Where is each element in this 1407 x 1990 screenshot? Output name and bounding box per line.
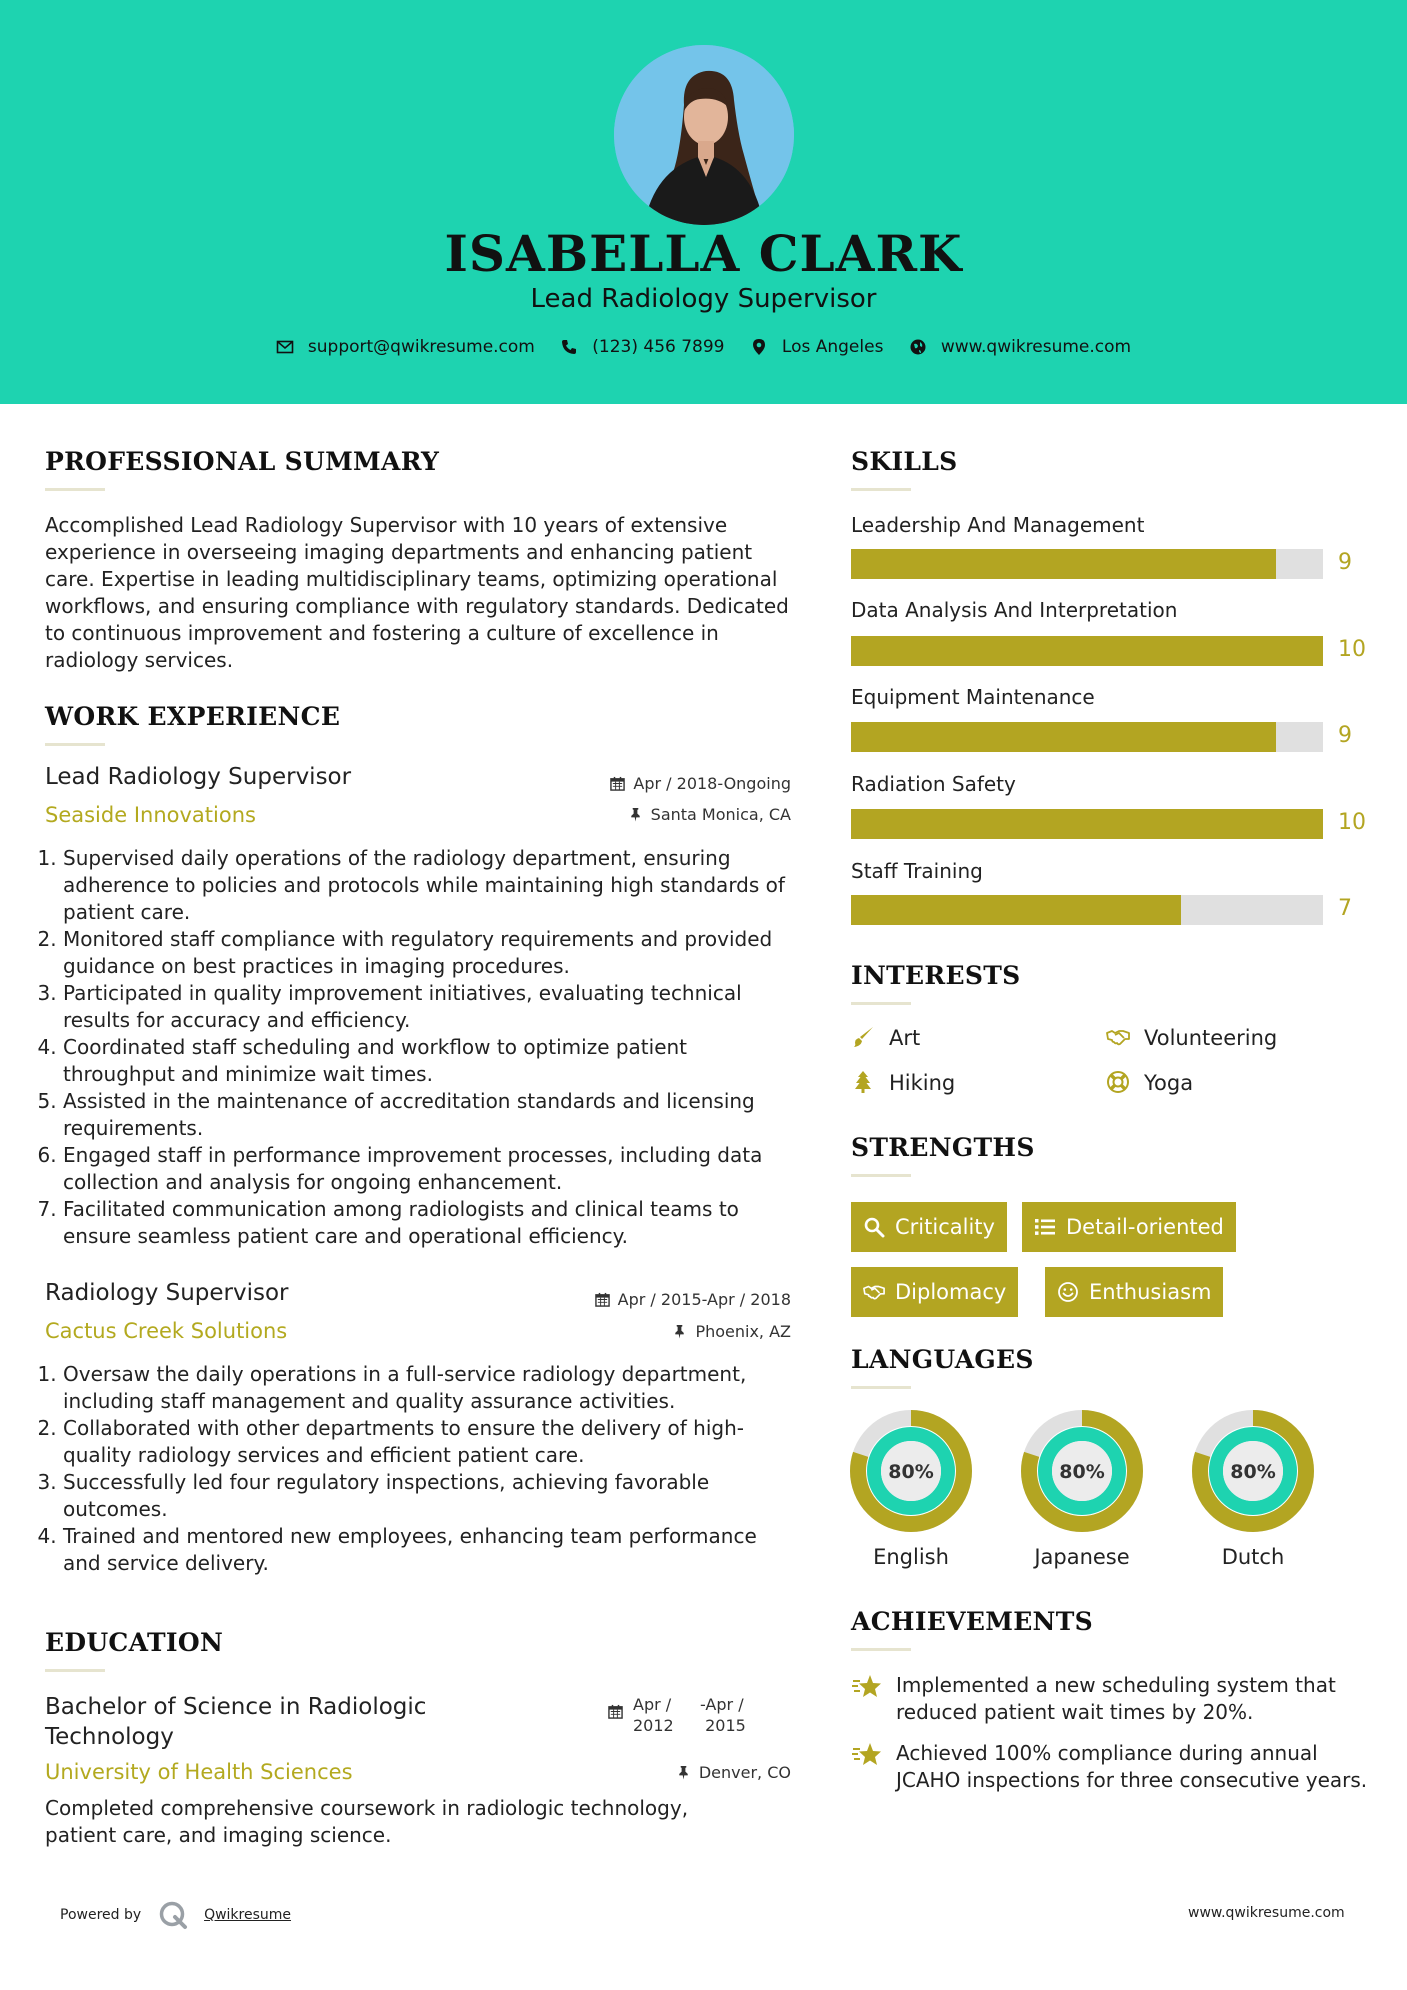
skill-bar <box>851 549 1323 579</box>
languages-heading-underline <box>851 1386 911 1389</box>
strength-chip-detail-oriented <box>1022 1202 1236 1252</box>
summary-text: Accomplished Lead Radiology Supervisor with 10 years of extensive experience in overseeing imaging departments and enhancing patient care. Expertise in leading multidisciplinary teams, optimizing operational workflows, and ensuring compliance with regulatory standards. Dedicated to continuous improvement and fostering a culture of excellence in radiology services. <box>45 513 789 672</box>
location-text: Los Angeles <box>781 337 884 357</box>
education-end-date: -Apr / 2015 <box>700 1695 746 1735</box>
interest-label: Yoga <box>1144 1071 1194 1095</box>
skill-value: 9 <box>1338 723 1352 748</box>
language-name: English <box>873 1545 949 1569</box>
interests-heading-underline <box>851 1002 911 1005</box>
education-degree: Bachelor of Science in Radiologic Technology <box>45 1694 427 1750</box>
profile-photo <box>614 45 794 225</box>
interest-item-yoga <box>1106 1070 1193 1095</box>
globe-icon <box>909 338 927 356</box>
strengths-heading: STRENGTHS <box>851 1133 1035 1162</box>
education-school: University of Health Sciences <box>45 1760 353 1784</box>
achievements-heading-underline <box>851 1648 911 1651</box>
education-start-year: 2012 <box>633 1716 674 1735</box>
skill-bar <box>851 895 1323 925</box>
language-donut-chart <box>1192 1410 1314 1532</box>
language-donut <box>850 1410 972 1532</box>
calendar-icon <box>595 1292 610 1307</box>
skills-heading-underline <box>851 488 911 491</box>
education-location-text: Denver, CO <box>698 1763 791 1782</box>
achievements-heading: ACHIEVEMENTS <box>851 1607 1093 1636</box>
job-location <box>628 805 791 824</box>
list-item: 3. Successfully led four regulatory inspections, achieving favorable outcomes. <box>63 1469 797 1523</box>
job-title: Lead Radiology Supervisor <box>45 764 352 790</box>
skill-value: 9 <box>1338 550 1352 575</box>
skill-bar-fill <box>851 549 1276 579</box>
language-name: Dutch <box>1221 1545 1285 1569</box>
job-dates-text: Apr / 2015-Apr / 2018 <box>617 1290 791 1309</box>
envelope-icon <box>276 338 294 356</box>
skill-label: Data Analysis And Interpretation <box>851 598 1178 622</box>
job-location <box>672 1322 791 1341</box>
skill-label: Staff Training <box>851 859 983 883</box>
pushpin-icon <box>628 807 643 822</box>
interest-label: Volunteering <box>1144 1026 1278 1050</box>
achievement-item <box>851 1740 1371 1794</box>
list-item: 1. Oversaw the daily operations in a full-service radiology department, including staff management and quality assurance activities. <box>63 1361 797 1415</box>
skill-value: 10 <box>1338 637 1366 662</box>
contact-phone[interactable] <box>560 337 724 357</box>
star-award-icon <box>851 1740 883 1772</box>
powered-by-text: Powered by <box>60 1907 142 1923</box>
language-name: Japanese <box>1034 1545 1130 1569</box>
skill-label: Radiation Safety <box>851 772 1016 796</box>
list-item: 6. Engaged staff in performance improvement processes, including data collection and analysis for ongoing enhancement. <box>63 1142 797 1196</box>
education-description: Completed comprehensive coursework in radiologic technology, patient care, and imaging science. <box>45 1796 689 1847</box>
interest-item-hiking <box>851 1070 955 1095</box>
education-heading-underline <box>45 1669 105 1672</box>
strength-label: Enthusiasm <box>1089 1280 1212 1304</box>
achievement-text: Implemented a new scheduling system that reduced patient wait times by 20%. <box>896 1673 1336 1724</box>
handshake-icon <box>863 1281 885 1303</box>
strength-chip-diplomacy <box>851 1267 1018 1317</box>
job-title: Radiology Supervisor <box>45 1280 289 1306</box>
education-end-month: Apr / <box>705 1695 744 1714</box>
map-marker-icon <box>750 338 768 356</box>
resume-header <box>0 0 1407 404</box>
phone-text: (123) 456 7899 <box>592 337 725 357</box>
list-item: 1. Supervised daily operations of the radiology department, ensuring adherence to policies and protocols while maintaining high standards of patient care. <box>63 845 797 926</box>
search-icon <box>863 1216 885 1238</box>
skill-label: Leadership And Management <box>851 513 1145 537</box>
list-item: 5. Assisted in the maintenance of accreditation standards and licensing requirements. <box>63 1088 797 1142</box>
summary-heading: PROFESSIONAL SUMMARY <box>45 447 440 476</box>
handshake-icon <box>1106 1025 1130 1049</box>
work-heading-underline <box>45 743 105 746</box>
person-silhouette-icon <box>614 45 794 225</box>
education-start-month: Apr / <box>633 1695 672 1714</box>
tree-icon <box>851 1070 875 1094</box>
footer-powered-by <box>60 1900 291 1930</box>
language-donut-chart <box>850 1410 972 1532</box>
phone-icon <box>560 338 578 356</box>
education-start-date <box>633 1694 674 1736</box>
job-dates-text: Apr / 2018-Ongoing <box>633 774 791 793</box>
interest-label: Art <box>889 1026 921 1050</box>
contact-email[interactable] <box>276 337 535 357</box>
skill-bar <box>851 722 1323 752</box>
pushpin-icon <box>672 1324 687 1339</box>
footer-website[interactable]: www.qwikresume.com <box>1188 1905 1345 1921</box>
job-location-text: Santa Monica, CA <box>650 805 791 824</box>
skill-bar <box>851 809 1323 839</box>
skills-heading: SKILLS <box>851 447 958 476</box>
strength-label: Criticality <box>895 1215 995 1239</box>
work-heading: WORK EXPERIENCE <box>45 702 341 731</box>
calendar-icon <box>608 1704 623 1719</box>
achievement-text: Achieved 100% compliance during annual JCAHO inspections for three consecutive years. <box>896 1741 1368 1792</box>
strength-chip-criticality <box>851 1202 1007 1252</box>
job-company: Cactus Creek Solutions <box>45 1319 288 1343</box>
interests-heading: INTERESTS <box>851 961 1021 990</box>
website-text: www.qwikresume.com <box>940 337 1132 357</box>
list-item: 2. Collaborated with other departments to ensure the delivery of high-quality radiology services and efficient patient care. <box>63 1415 797 1469</box>
job-bullets <box>45 845 797 1250</box>
job-dates <box>610 774 791 793</box>
job-dates <box>595 1290 791 1309</box>
list-item: 4. Trained and mentored new employees, enhancing team performance and service delivery. <box>63 1523 797 1577</box>
star-award-icon <box>851 1672 883 1704</box>
interest-item-art <box>851 1025 920 1050</box>
contact-website[interactable] <box>909 337 1131 357</box>
summary-heading-underline <box>45 488 105 491</box>
skill-bar-fill <box>851 636 1323 666</box>
skill-label: Equipment Maintenance <box>851 685 1095 709</box>
donut-percent-label: 80% <box>1230 1461 1276 1483</box>
strength-chip-enthusiasm <box>1045 1267 1223 1317</box>
strength-label: Diplomacy <box>895 1280 1007 1304</box>
job-bullets <box>45 1361 797 1577</box>
skill-bar-fill <box>851 722 1276 752</box>
donut-percent-label: 80% <box>888 1461 934 1483</box>
email-text: support@qwikresume.com <box>307 337 535 357</box>
pushpin-icon <box>676 1765 691 1780</box>
lifering-icon <box>1106 1070 1130 1094</box>
languages-heading: LANGUAGES <box>851 1345 1034 1374</box>
interest-item-volunteering <box>1106 1025 1277 1050</box>
qwikresume-link[interactable]: Qwikresume <box>204 1907 292 1923</box>
contact-bar <box>0 337 1407 357</box>
list-item: 3. Participated in quality improvement initiatives, evaluating technical results for accuracy and efficiency. <box>63 980 797 1034</box>
list-item: 4. Coordinated staff scheduling and workflow to optimize patient throughput and minimize wait times. <box>63 1034 797 1088</box>
list-item: 2. Monitored staff compliance with regulatory requirements and provided guidance on best practices in imaging procedures. <box>63 926 797 980</box>
achievement-item <box>851 1672 1371 1726</box>
skill-value: 10 <box>1338 810 1366 835</box>
education-heading: EDUCATION <box>45 1628 224 1657</box>
paintbrush-icon <box>851 1025 875 1049</box>
skill-value: 7 <box>1338 896 1352 921</box>
skill-bar <box>851 636 1323 666</box>
language-donut <box>1021 1410 1143 1532</box>
strength-label: Detail-oriented <box>1066 1215 1224 1239</box>
calendar-icon <box>610 776 625 791</box>
language-donut <box>1192 1410 1314 1532</box>
job-location-text: Phoenix, AZ <box>695 1322 791 1341</box>
job-company: Seaside Innovations <box>45 803 256 827</box>
contact-location <box>750 337 884 357</box>
donut-percent-label: 80% <box>1059 1461 1105 1483</box>
smile-icon <box>1057 1281 1079 1303</box>
qwikresume-logo-icon <box>158 1900 188 1930</box>
list-icon <box>1034 1216 1056 1238</box>
interest-label: Hiking <box>889 1071 956 1095</box>
list-item: 7. Facilitated communication among radiologists and clinical teams to ensure seamless patient care and operational efficiency. <box>63 1196 797 1250</box>
candidate-title: Lead Radiology Supervisor <box>530 284 877 314</box>
skill-bar-fill <box>851 809 1323 839</box>
candidate-name: ISABELLA CLARK <box>444 224 963 283</box>
language-donut-chart <box>1021 1410 1143 1532</box>
skill-bar-fill <box>851 895 1181 925</box>
education-location <box>676 1763 791 1782</box>
strengths-heading-underline <box>851 1174 911 1177</box>
education-end-year: 2015 <box>705 1716 746 1735</box>
